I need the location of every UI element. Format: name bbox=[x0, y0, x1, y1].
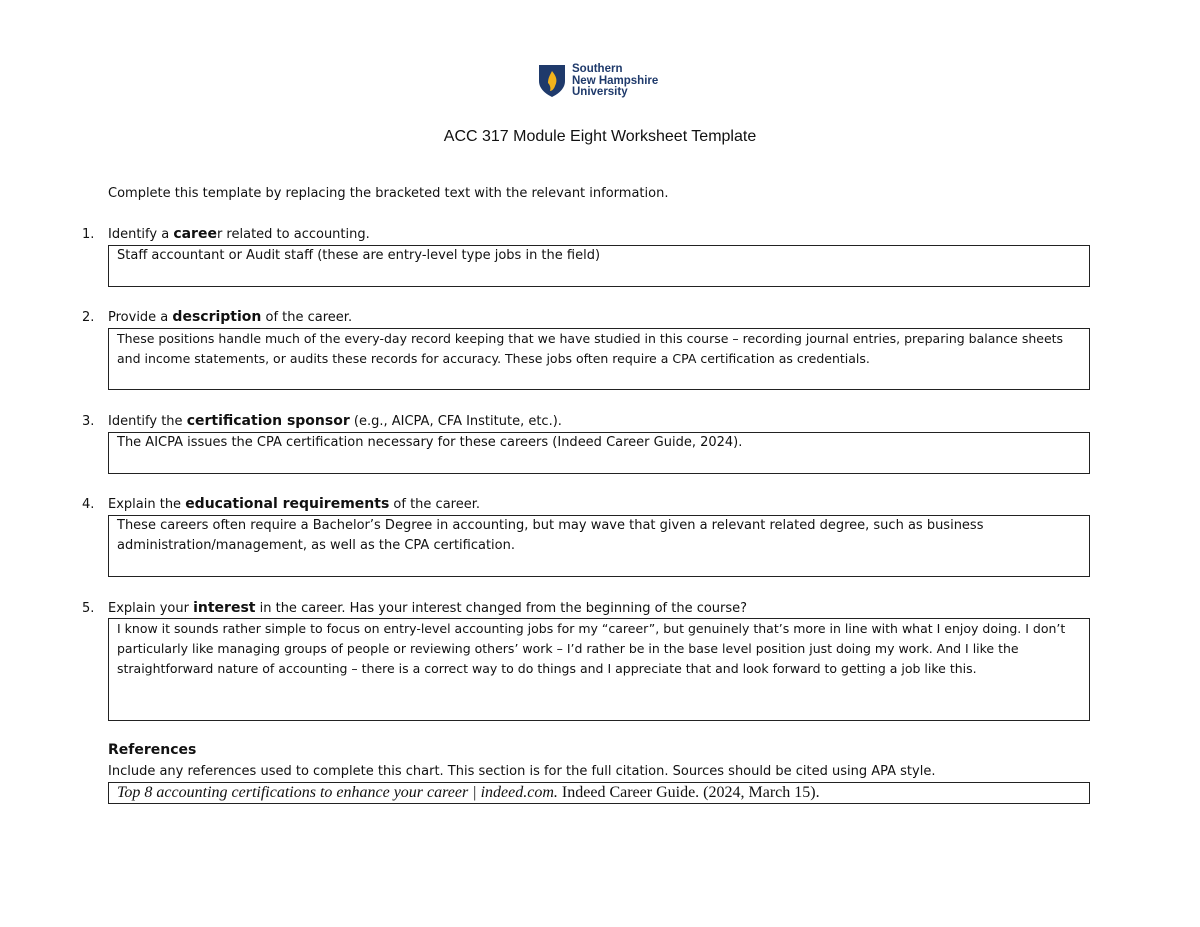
question-3: 3. Identify the certification sponsor (e.g., AICPA, CFA Institute, etc.). bbox=[82, 413, 562, 429]
citation-title: Top 8 accounting certifications to enhance your career | indeed.com. bbox=[117, 784, 558, 801]
logo-wordmark: Southern New Hampshire University bbox=[572, 63, 659, 98]
question-2: 2. Provide a description of the career. bbox=[82, 309, 353, 325]
intro-text: Complete this template by replacing the bracketed text with the relevant information. bbox=[108, 186, 669, 201]
answer-box-educational-requirements[interactable]: These careers often require a Bachelor’s Degree in accounting, but may wave that given a relevant related degree, such as business administration/management, as well as the CPA certification. bbox=[108, 515, 1090, 577]
references-citation-box[interactable] bbox=[108, 782, 1090, 804]
page-title: ACC 317 Module Eight Worksheet Template bbox=[443, 128, 757, 145]
answer-box-career[interactable]: Staff accountant or Audit staff (these are entry-level type jobs in the field) bbox=[108, 245, 1090, 287]
question-1: 1. Identify a career related to accounting. bbox=[82, 226, 370, 242]
citation-source: Indeed Career Guide. (2024, March 15). bbox=[557, 784, 820, 801]
answer-box-interest[interactable]: I know it sounds rather simple to focus on entry-level accounting jobs for my “career”, but genuinely that’s more in line with what I enjoy doing. I don’t particularly like managing groups of people or reviewing others’ work – I’d rather be in the base level position just doing my work. And I like the straightforward nature of accounting – there is a correct way to do things and I appreciate that and look forward to getting a job like this. bbox=[108, 618, 1090, 721]
answer-box-certification-sponsor[interactable]: The AICPA issues the CPA certification necessary for these careers (Indeed Career Guide, 2024). bbox=[108, 432, 1090, 474]
answer-box-description[interactable]: These positions handle much of the every-day record keeping that we have studied in this course – recording journal entries, preparing balance sheets and income statements, or audits these records for accuracy. These jobs often require a CPA certification as credentials. bbox=[108, 328, 1090, 390]
shield-flame-icon bbox=[538, 64, 566, 98]
question-5: 5. Explain your interest in the career. Has your interest changed from the beginning of the course? bbox=[82, 600, 748, 616]
references-instructions: Include any references used to complete this chart. This section is for the full citation. Sources should be cited using APA style. bbox=[108, 764, 936, 779]
references-heading: References bbox=[108, 742, 197, 758]
university-logo bbox=[538, 64, 658, 99]
question-4: 4. Explain the educational requirements of the career. bbox=[82, 496, 480, 512]
